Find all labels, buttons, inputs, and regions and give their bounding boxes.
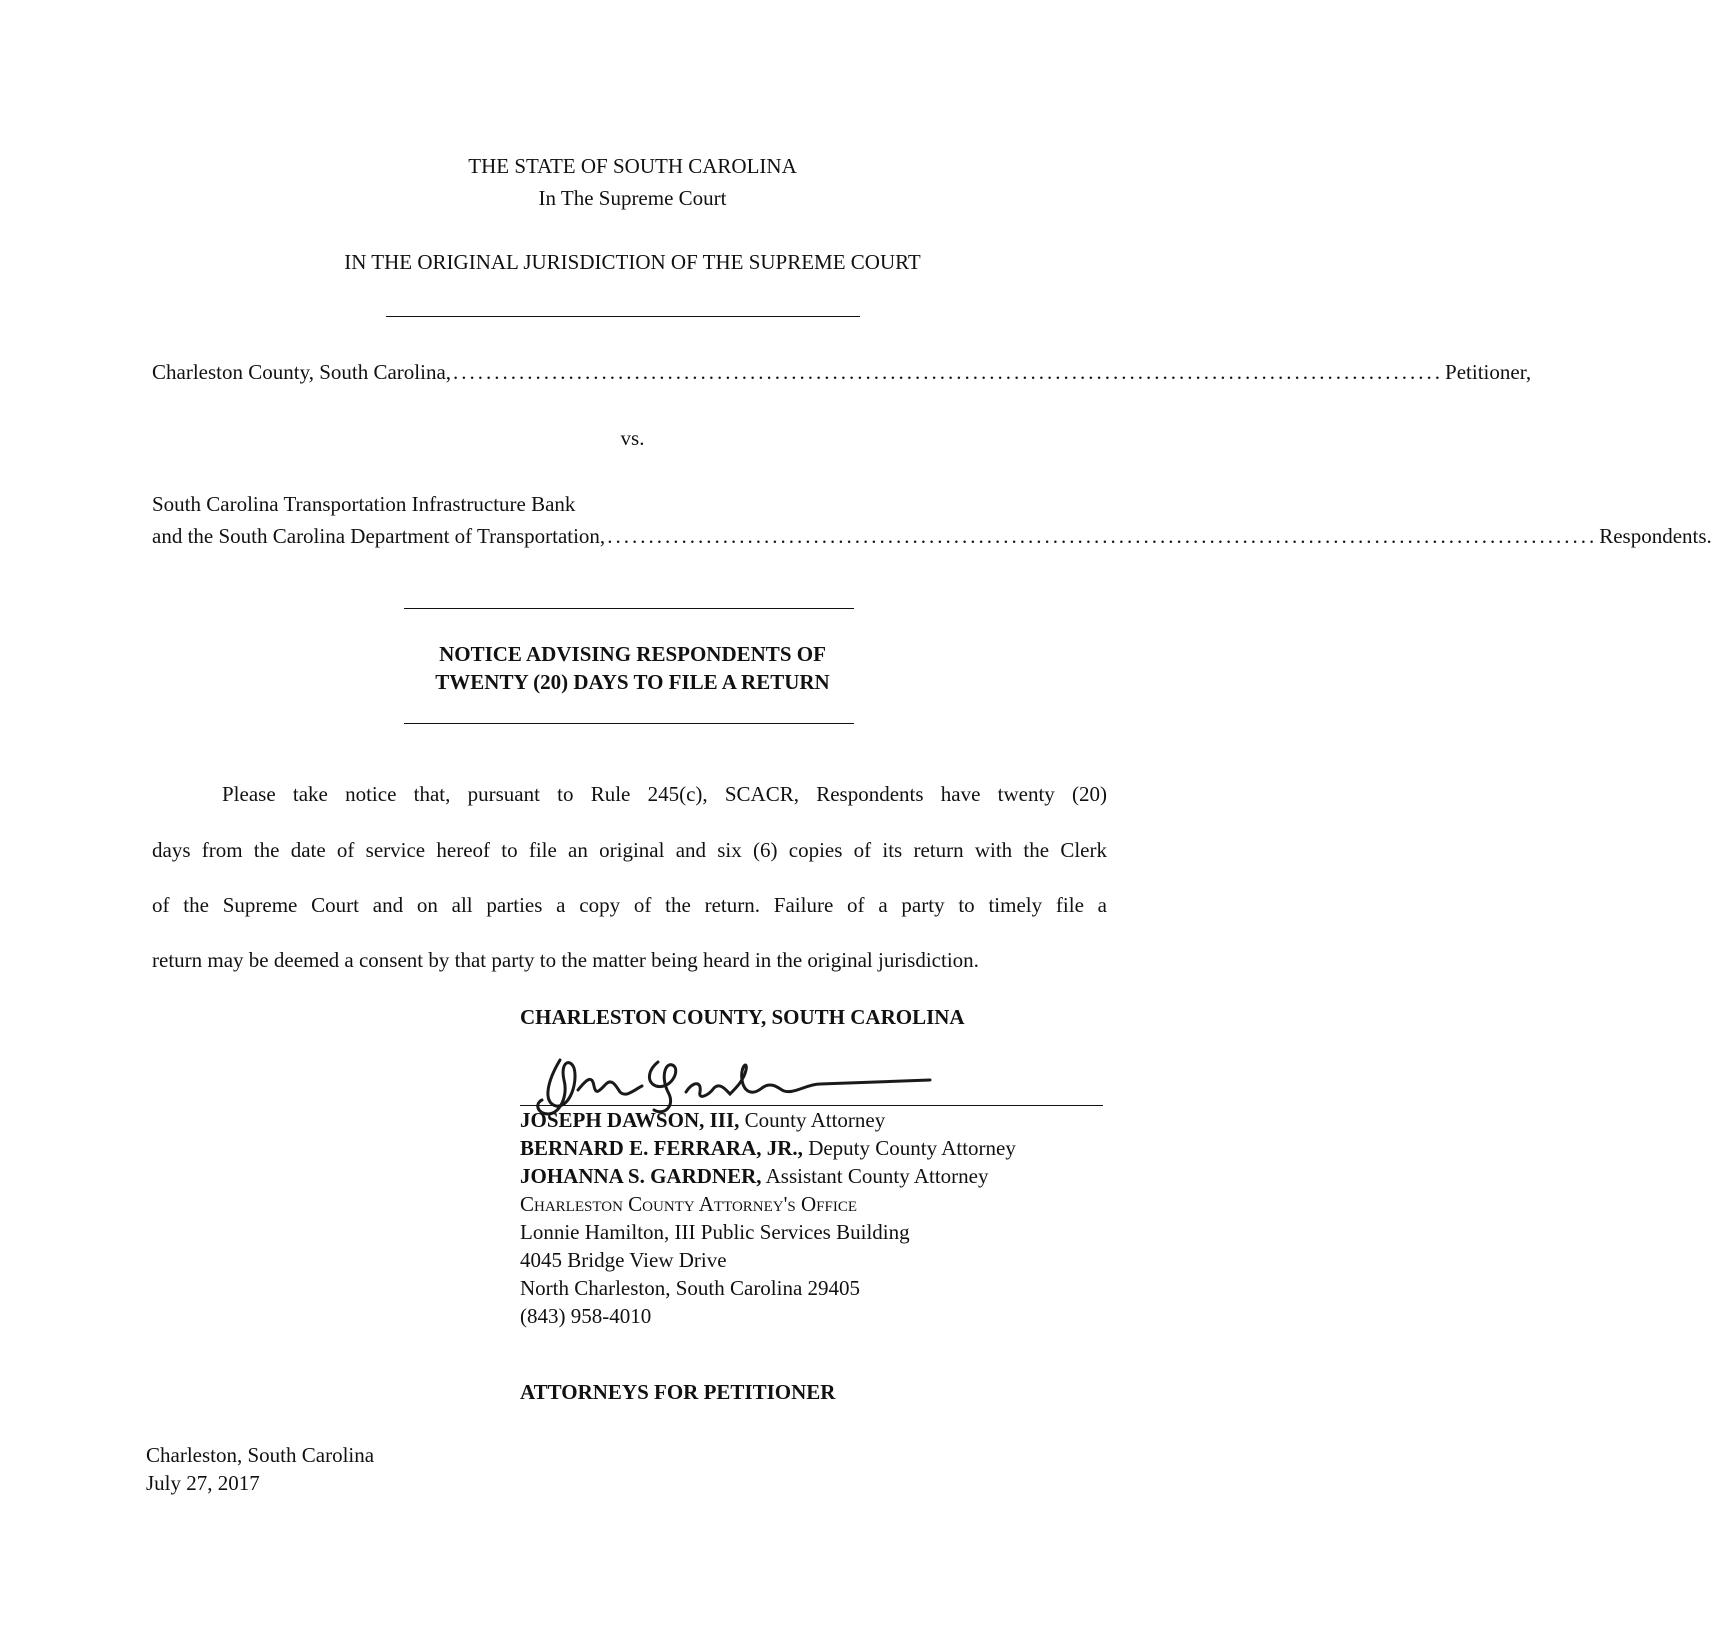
jurisdiction-heading: IN THE ORIGINAL JURISDICTION OF THE SUPREME COURT — [344, 250, 921, 274]
signing-party: CHARLESTON COUNTY, SOUTH CAROLINA — [520, 1005, 965, 1029]
attorney-list — [520, 1106, 1016, 1330]
respondent-role: Respondents. — [1599, 524, 1712, 548]
attorney-title: Deputy County Attorney — [808, 1136, 1016, 1160]
versus-label: vs. — [620, 426, 645, 450]
notice-title-line-2: TWENTY (20) DAYS TO FILE A RETURN — [435, 670, 830, 694]
court-heading: In The Supreme Court — [538, 186, 727, 210]
attorneys-role: ATTORNEYS FOR PETITIONER — [520, 1380, 836, 1404]
building-name: Lonnie Hamilton, III Public Services Building — [520, 1220, 910, 1244]
notice-title-line-1: NOTICE ADVISING RESPONDENTS OF — [439, 642, 826, 666]
respondent-row — [152, 524, 1712, 549]
body-line-3: of the Supreme Court and on all parties a copy of the return. Failure of a party to timely file a — [152, 893, 1107, 917]
office-name: Charleston County Attorney's Office — [520, 1192, 858, 1216]
attorney-name: BERNARD E. FERRARA, JR., — [520, 1136, 803, 1160]
attorney-entry — [520, 1134, 1016, 1162]
signing-date: July 27, 2017 — [146, 1471, 260, 1495]
body-line-2: days from the date of service hereof to file an original and six (6) copies of its return with the Clerk — [152, 838, 1107, 862]
attorney-name: JOSEPH DAWSON, III, — [520, 1108, 740, 1132]
title-top-divider — [404, 608, 854, 609]
signing-place: Charleston, South Carolina — [146, 1443, 375, 1467]
title-bottom-divider — [404, 723, 854, 724]
body-line-4: return may be deemed a consent by that party to the matter being heard in the original jurisdiction. — [152, 948, 979, 972]
attorney-title: Assistant County Attorney — [765, 1164, 989, 1188]
petitioner-row — [152, 360, 1532, 385]
leader-dots: ........................................................................................................................ — [453, 360, 1444, 384]
petitioner-name: Charleston County, South Carolina, — [152, 360, 452, 384]
phone-number: (843) 958-4010 — [520, 1304, 652, 1328]
attorney-name: JOHANNA S. GARDNER, — [520, 1164, 762, 1188]
respondent-name: and the South Carolina Department of Transportation, — [152, 524, 606, 548]
leader-dots: ........................................................................................................................ — [607, 524, 1598, 548]
respondent-line-1: South Carolina Transportation Infrastructure Bank — [152, 492, 576, 516]
petitioner-role: Petitioner, — [1445, 360, 1532, 384]
state-heading: THE STATE OF SOUTH CAROLINA — [468, 154, 797, 178]
header-divider — [386, 316, 860, 317]
street-address: 4045 Bridge View Drive — [520, 1248, 727, 1272]
city-state-zip: North Charleston, South Carolina 29405 — [520, 1276, 861, 1300]
attorney-title: County Attorney — [744, 1108, 886, 1132]
attorney-entry — [520, 1162, 1016, 1190]
body-line-1: Please take notice that, pursuant to Rule 245(c), SCACR, Respondents have twenty (20) — [222, 782, 1107, 806]
attorney-entry — [520, 1106, 1016, 1134]
